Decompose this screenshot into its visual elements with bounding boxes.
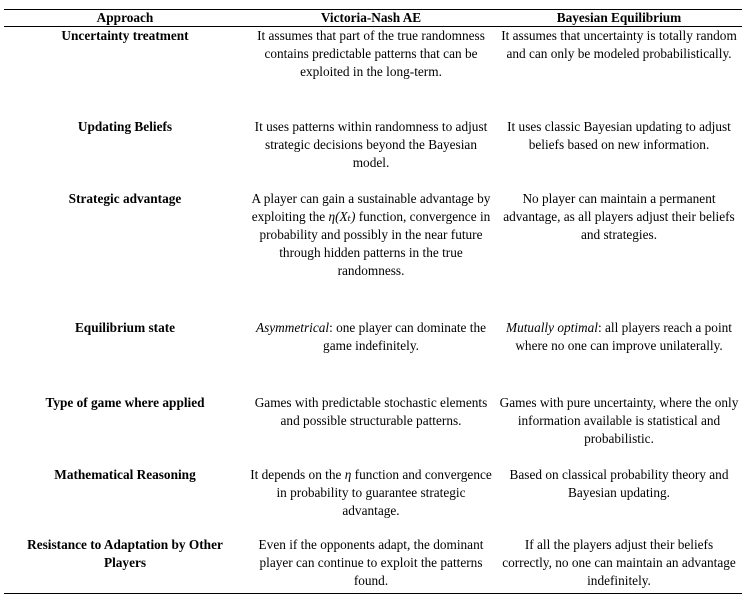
emphasis-term: Asymmetrical <box>255 319 330 335</box>
header-bayesian: Bayesian Equilibrium <box>496 10 742 27</box>
text-segment: A player can gain a sustainable advantage by exploiting the <box>251 190 491 224</box>
row-victoria-nash: Games with predictable stochastic elements and possible structurable patterns. <box>254 394 488 428</box>
emphasis-term: Mutually optimal <box>506 319 598 335</box>
text-segment: function, convergence in probability and possibly in the near future through hidden patterns in the true randomness. <box>259 208 491 278</box>
comparison-table-container <box>4 9 742 594</box>
row-victoria-nash: Even if the opponents adapt, the dominant player can continue to exploit the patterns found. <box>246 536 496 594</box>
row-bayesian: Games with pure uncertainty, where the only information available is statistical and probabilistic. <box>499 394 739 446</box>
table-row <box>4 319 742 394</box>
row-bayesian: If all the players adjust their beliefs correctly, no one can maintain an advantage indefinitely. <box>496 536 742 594</box>
row-approach: Equilibrium state <box>74 319 176 335</box>
table-header-row <box>4 10 742 27</box>
row-bayesian: It uses classic Bayesian updating to adjust beliefs based on new information. <box>507 118 731 152</box>
row-bayesian: No player can maintain a permanent advantage, as all players adjust their beliefs and strategies. <box>503 190 735 242</box>
row-bayesian: Based on classical probability theory and Bayesian updating. <box>509 466 729 500</box>
text-segment: function and convergence in probability to guarantee strategic advantage. <box>276 466 492 518</box>
eta-formula: η(Xₜ) <box>328 208 356 224</box>
row-approach: Uncertainty treatment <box>61 28 189 43</box>
row-victoria-nash <box>246 190 496 319</box>
table-row <box>4 536 742 594</box>
row-approach: Mathematical Reasoning <box>54 466 196 482</box>
text-segment: It depends on the <box>250 466 345 482</box>
row-bayesian: It assumes that uncertainty is totally random and can only be modeled probabilistically. <box>501 28 737 61</box>
table-row <box>4 27 742 118</box>
comparison-table <box>4 9 742 594</box>
header-approach: Approach <box>4 10 246 27</box>
row-approach: Type of game where applied <box>45 394 205 410</box>
header-victoria-nash: Victoria-Nash AE <box>246 10 496 27</box>
row-victoria-nash <box>246 466 496 536</box>
table-row <box>4 394 742 466</box>
row-approach: Strategic advantage <box>68 190 182 206</box>
table-row <box>4 190 742 319</box>
row-victoria-nash <box>246 319 496 394</box>
eta-formula: η <box>344 466 352 482</box>
row-bayesian <box>496 319 742 394</box>
table-row <box>4 118 742 190</box>
row-approach: Resistance to Adaptation by Other Players <box>4 536 246 594</box>
text-segment: : all players reach a point where no one can improve unilaterally. <box>515 319 732 353</box>
table-row <box>4 466 742 536</box>
row-victoria-nash: It assumes that part of the true randomness contains predictable patterns that can be exploited in the long-term. <box>257 28 485 79</box>
row-approach: Updating Beliefs <box>77 118 173 134</box>
row-victoria-nash: It uses patterns within randomness to adjust strategic decisions beyond the Bayesian model. <box>254 118 488 170</box>
text-segment: : one player can dominate the game indefinitely. <box>323 319 487 353</box>
